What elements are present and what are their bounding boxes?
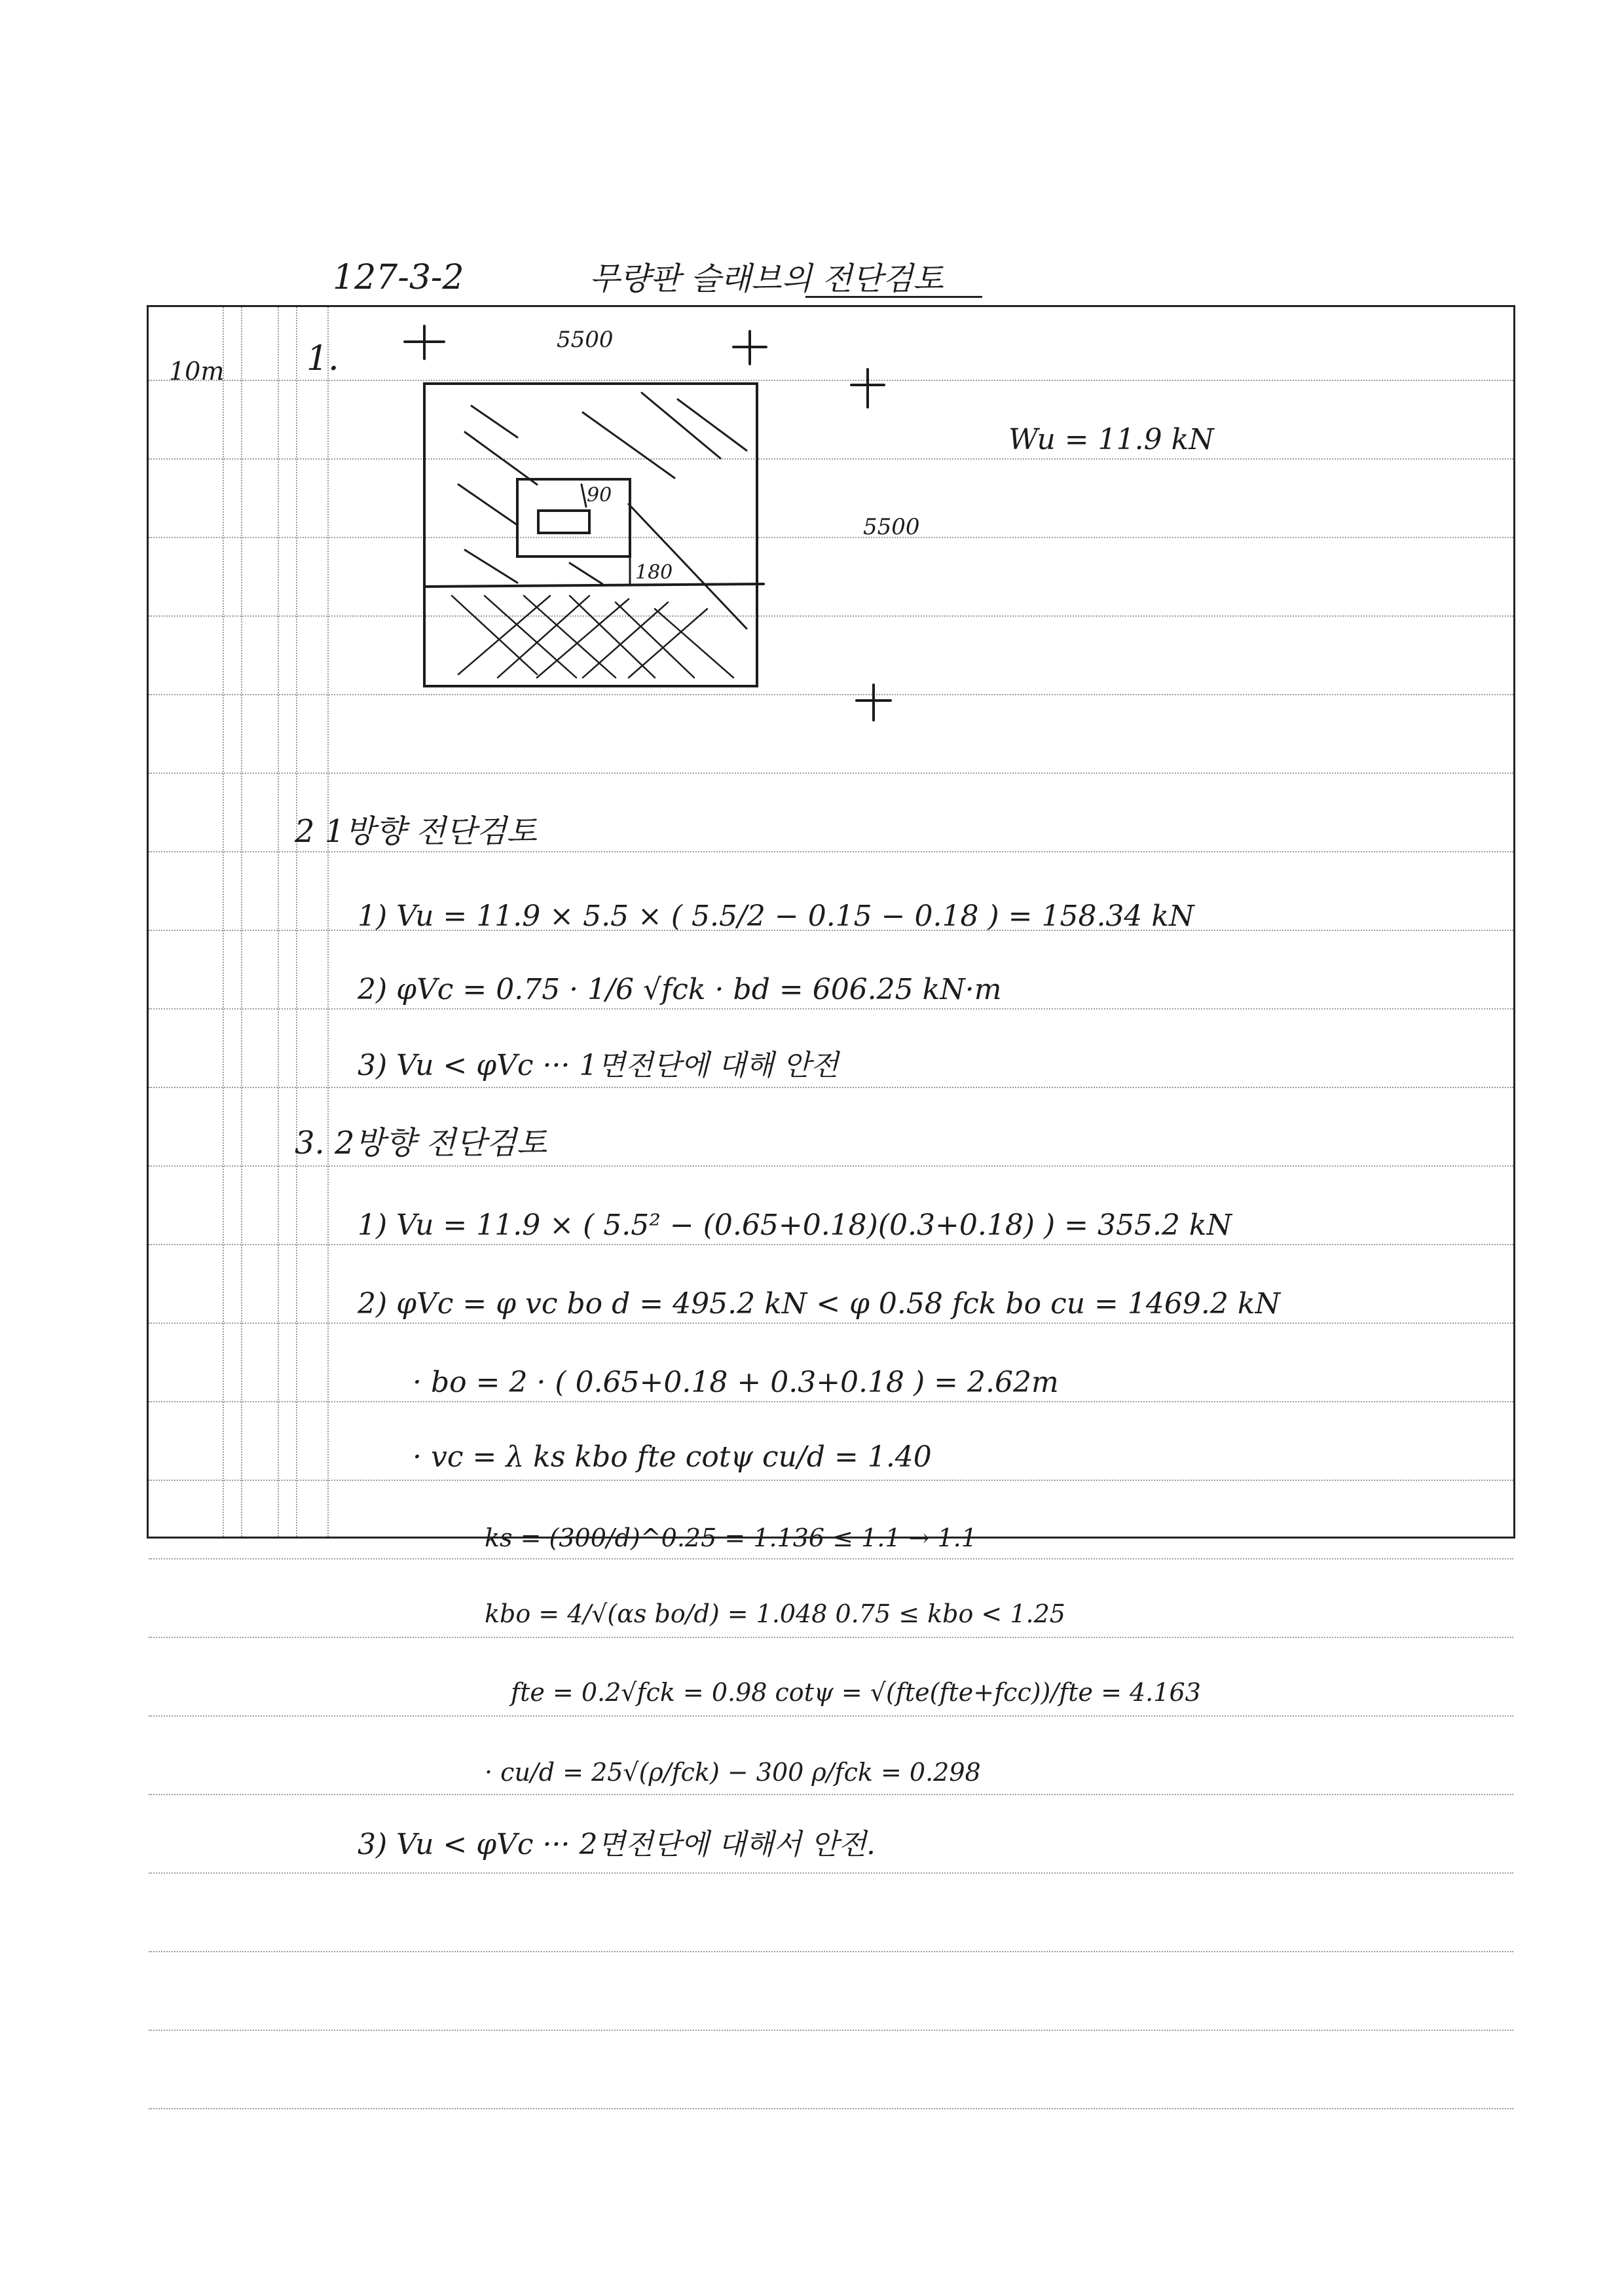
slab-division (424, 584, 764, 587)
slab-sketch (367, 321, 904, 727)
page-title: 무량판 슬래브의 전단검토 (589, 261, 944, 297)
section3-line3: · bo = 2 · ( 0.65+0.18 + 0.3+0.18 ) = 2.62m (413, 1366, 1059, 1399)
critical-section (517, 479, 630, 556)
section2-line3: 3) Vu < φVc ··· 1면전단에 대해 안전 (358, 1049, 839, 1082)
section3-line7: fte = 0.2√fck = 0.98 cotψ = √(fte(fte+fcc))/fte = 4.163 (511, 1678, 1201, 1707)
section2-line1: 1) Vu = 11.9 × 5.5 × ( 5.5/2 − 0.15 − 0.18 ) = 158.34 kN (358, 900, 1194, 933)
section3-line5: ks = (300/d)^0.25 = 1.136 ≤ 1.1 → 1.1 (485, 1523, 977, 1552)
section2-title: 2 1방향 전단검토 (295, 813, 537, 850)
span-y-label: 5500 (863, 514, 920, 540)
section3-line1: 1) Vu = 11.9 × ( 5.5² − (0.65+0.18)(0.3+0.18) ) = 355.2 kN (358, 1209, 1232, 1242)
title-underline (805, 296, 982, 298)
section3-line6: kbo = 4/√(αs bo/d) = 1.048 0.75 ≤ kbo < 1.25 (485, 1599, 1065, 1628)
column (538, 511, 589, 533)
section2-line2: 2) φVc = 0.75 · 1/6 √fck · bd = 606.25 kN·m (358, 973, 1002, 1006)
section3-line2: 2) φVc = φ vc bo d = 495.2 kN < φ 0.58 fck bo cu = 1469.2 kN (358, 1287, 1280, 1321)
section1-number: 1. (306, 339, 339, 378)
span-x-label: 5500 (557, 327, 614, 353)
margin-row-label: 10m (169, 357, 225, 386)
dim-column-label: 90 (587, 484, 612, 507)
section3-line9: 3) Vu < φVc ··· 2면전단에 대해서 안전. (358, 1828, 876, 1861)
dim-offset-label: 180 (635, 561, 673, 584)
load-label: Wu = 11.9 kN (1008, 423, 1214, 456)
section3-line8: · cu/d = 25√(ρ/fck) − 300 ρ/fck = 0.298 (485, 1758, 981, 1787)
section3-title: 3. 2방향 전단검토 (295, 1125, 547, 1161)
problem-number: 127-3-2 (333, 258, 464, 297)
slab-outline (424, 384, 757, 686)
section3-line4: · vc = λ ks kbo fte cotψ cu/d = 1.40 (413, 1440, 932, 1474)
